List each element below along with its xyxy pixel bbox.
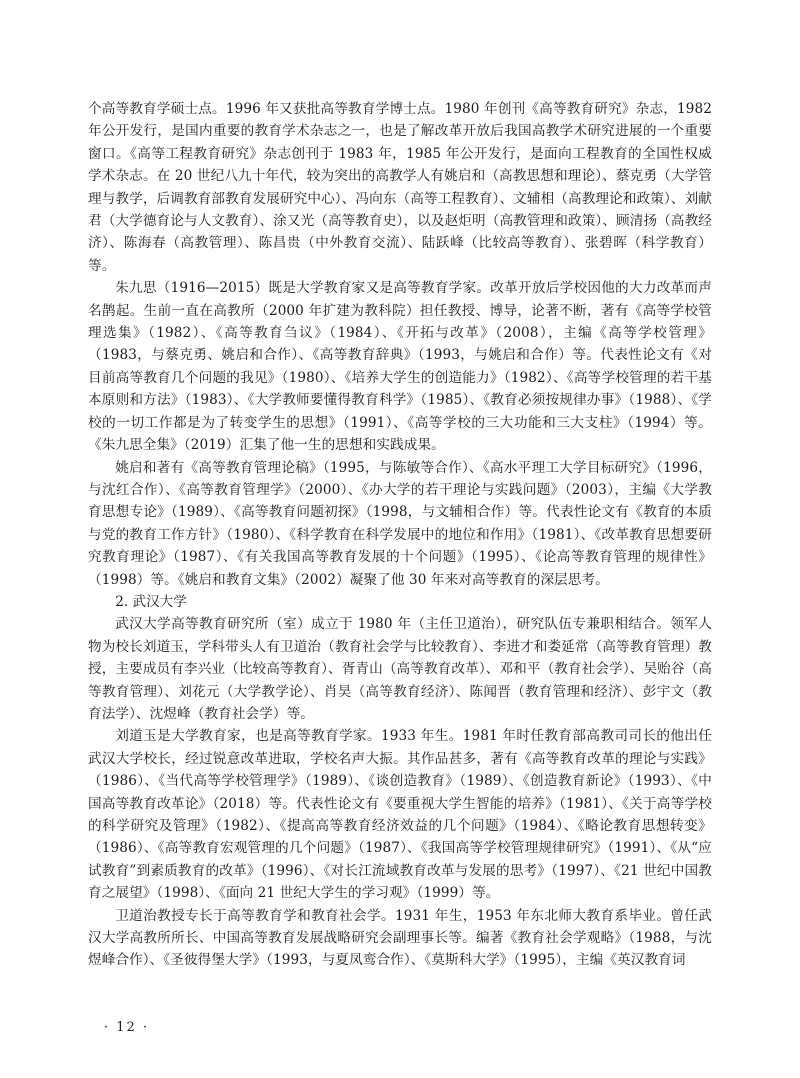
paragraph-zhu-jiusi: 朱九思（1916—2015）既是大学教育家又是高等教育学家。改革开放后学校因他的大力改革而声名鹊起。生前一直在高教所（2000 年扩建为教科院）担任教授、博导，论著不断，著有《高等学校管理选集》（1982）、《高等教育刍议》（1984）、《开拓与改革》（2008），主编《高等学校管理》（1983，与蔡克勇、姚启和合作）、《高等教育辞典》（1993，与姚启和合作）等。代表性论文有《对目前高等教育几个问题的我见》（1980）、《培养大学生的创造能力》（1982）、《高等学校管理的若干基本原则和方法》（1983）、《大学教师要懂得教育科学》（1985）、《教育必须按规律办事》（1988）、《学校的一切工作都是为了转变学生的思想》（1991）、《高等学校的三大功能和三大支柱》（1994）等。《朱九思全集》（2019）汇集了他一生的思想和实践成果。 (88, 280, 712, 454)
paragraph-continued: 个高等教育学硕士点。1996 年又获批高等教育学博士点。1980 年创刊《高等教育研究》杂志，1982 年公开发行，是国内重要的教育学术杂志之一，也是了解改革开放后我国高教学术研究进展的一个重要窗口。《高等工程教育研究》杂志创刊于 1983 年，1985 年公开发行，是面向工程教育的全国性权威学术杂志。在 20 世纪八九十年代，较为突出的高教学人有姚启和（高教思想和理论）、蔡克勇（大学管理与教学，后调教育部教育发展研究中心）、冯向东（高等工程教育）、文辅相（高教理论和政策）、刘献君（大学德育论与人文教育）、涂又光（高等教育史），以及赵炬明（高教管理和政策）、顾清扬（高教经济）、陈海春（高教管理）、陈昌贵（中外教育交流）、陆跃峰（比较高等教育）、张碧晖（科学教育）等。 (88, 101, 712, 274)
paragraph-wei-daozhi: 卫道治教授专长于高等教育学和教育社会学。1931 年生，1953 年东北师大教育系毕业。曾任武汉大学高教所所长、中国高等教育发展战略研究会副理事长等。编著《教育社会学观略》（1988，与沈煜峰合作）、《圣彼得堡大学》（1993，与夏凤鸾合作）、《莫斯科大学》（1995），主编《英汉教育词 (88, 907, 712, 969)
paragraph-liu-daoyu: 刘道玉是大学教育家，也是高等教育学家。1933 年生。1981 年时任教育部高教司司长的他出任武汉大学校长，经过锐意改革进取，学校名声大振。其作品甚多，著有《高等教育改革的理论与实践》（1986）、《当代高等学校管理学》（1989）、《谈创造教育》（1989）、《创造教育新论》（1993）、《中国高等教育改革论》（2018）等。代表性论文有《要重视大学生智能的培养》（1981）、《关于高等学校的科学研究及管理》（1982）、《提高高等教育经济效益的几个问题》（1984）、《略论教育思想转变》（1986）、《高等教育宏观管理的几个问题》（1987）、《我国高等学校管理规律研究》（1991）、《从“应试教育”到素质教育的改革》（1996）、《对长江流域教育改革与发展的思考》（1997）、《21 世纪中国教育之展望》（1998）、《面向 21 世纪大学生的学习观》（1999）等。 (88, 728, 712, 902)
paragraph-wuhan-institute: 武汉大学高等教育研究所（室）成立于 1980 年（主任卫道治），研究队伍专兼职相结合。领军人物为校长刘道玉，学科带头人有卫道治（教育社会学与比较教育）、李进才和娄延常（高等教育管理）教授，主要成员有李兴业（比较高等教育）、胥青山（高等教育改革）、邓和平（教育社会学）、吴贻谷（高等教育管理）、刘花元（大学教学论）、肖昊（高等教育经济）、陈闻晋（教育管理和经济）、彭宇文（教育法学）、沈煜峰（教育社会学）等。 (88, 616, 712, 722)
page-number: · 12 · (104, 1020, 150, 1035)
paragraph-yao-qihe: 姚启和著有《高等教育管理论稿》（1995，与陈敏等合作）、《高水平理工大学目标研究》（1996，与沈红合作）、《高等教育管理学》（2000）、《办大学的若干理论与实践问题》（2003），主编《大学教育思想专论》（1989）、《高等教育问题初探》（1998，与文辅相合作）等。代表性论文有《教育的本质与党的教育工作方针》（1980）、《科学教育在科学发展中的地位和作用》（1981）、《改革教育思想要研究教育理论》（1987）、《有关我国高等教育发展的十个问题》（1995）、《论高等教育管理的规律性》（1998）等。《姚启和教育文集》（2002）凝聚了他 30 年来对高等教育的深层思考。 (88, 459, 712, 588)
section-heading-wuhan-university: 2. 武汉大学 (115, 593, 187, 610)
document-page (88, 98, 712, 972)
